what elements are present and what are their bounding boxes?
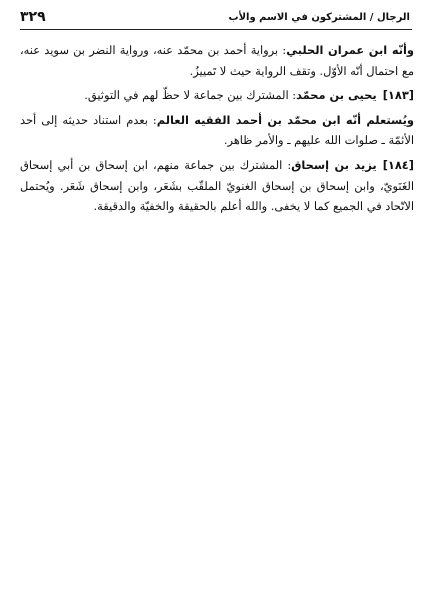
entry-name: يزيد بن إسحاق: [291, 157, 377, 172]
page-number: ٣٢٩: [20, 9, 46, 25]
running-title: الرجال / المشتركون في الاسم والأب: [228, 11, 410, 23]
paragraph-text: : برواية أحمد بن محمّد عنه، ورواية النضر بن سويد عنه، مع احتمال أنّه الأوّل. وتقف الرواية حيث لا تَمييزُ.: [20, 43, 414, 78]
entry-184: [20, 155, 414, 217]
paragraph-ibn-muhammad: [20, 110, 414, 151]
entry-183: [20, 85, 414, 106]
entry-number: [١٨٤]: [382, 157, 414, 172]
paragraph-text: : بعدم استناد حديثه إلى أحد الأئمّة ـ صلوات الله عليهم ـ والأمر ظاهر.: [20, 112, 414, 148]
header-rule: [20, 29, 412, 30]
body-text: [20, 40, 414, 221]
paragraph-ibn-imran: [20, 40, 414, 81]
page-header: [20, 8, 410, 26]
paragraph-lead: وأنّه ابن عمران الحلبي: [286, 43, 414, 57]
entry-number: [١٨٣]: [382, 88, 414, 103]
paragraph-lead: ويُستعلم أنّه ابن محمّد بن أحمد الفقيه العالم: [156, 112, 414, 127]
entry-name: يحيى بن محمّد: [296, 88, 377, 103]
entry-text: : المشترك بين جماعة منهم، ابن إسحاق بن أبي إسحاق الغَنَويّ، وابن إسحاق بن إسحاق الغنويّ الملقّب بشَعَر، وابن إسحاق شَعَر. ويُحتمل الاتّحاد في الجميع كما لا يخفى. والله أعلم بالحقيقة والخفيّة والدقيقة.: [20, 157, 414, 214]
entry-text: : المشترك بين جماعة لا حظّ لهم في التوثيق.: [84, 88, 297, 103]
